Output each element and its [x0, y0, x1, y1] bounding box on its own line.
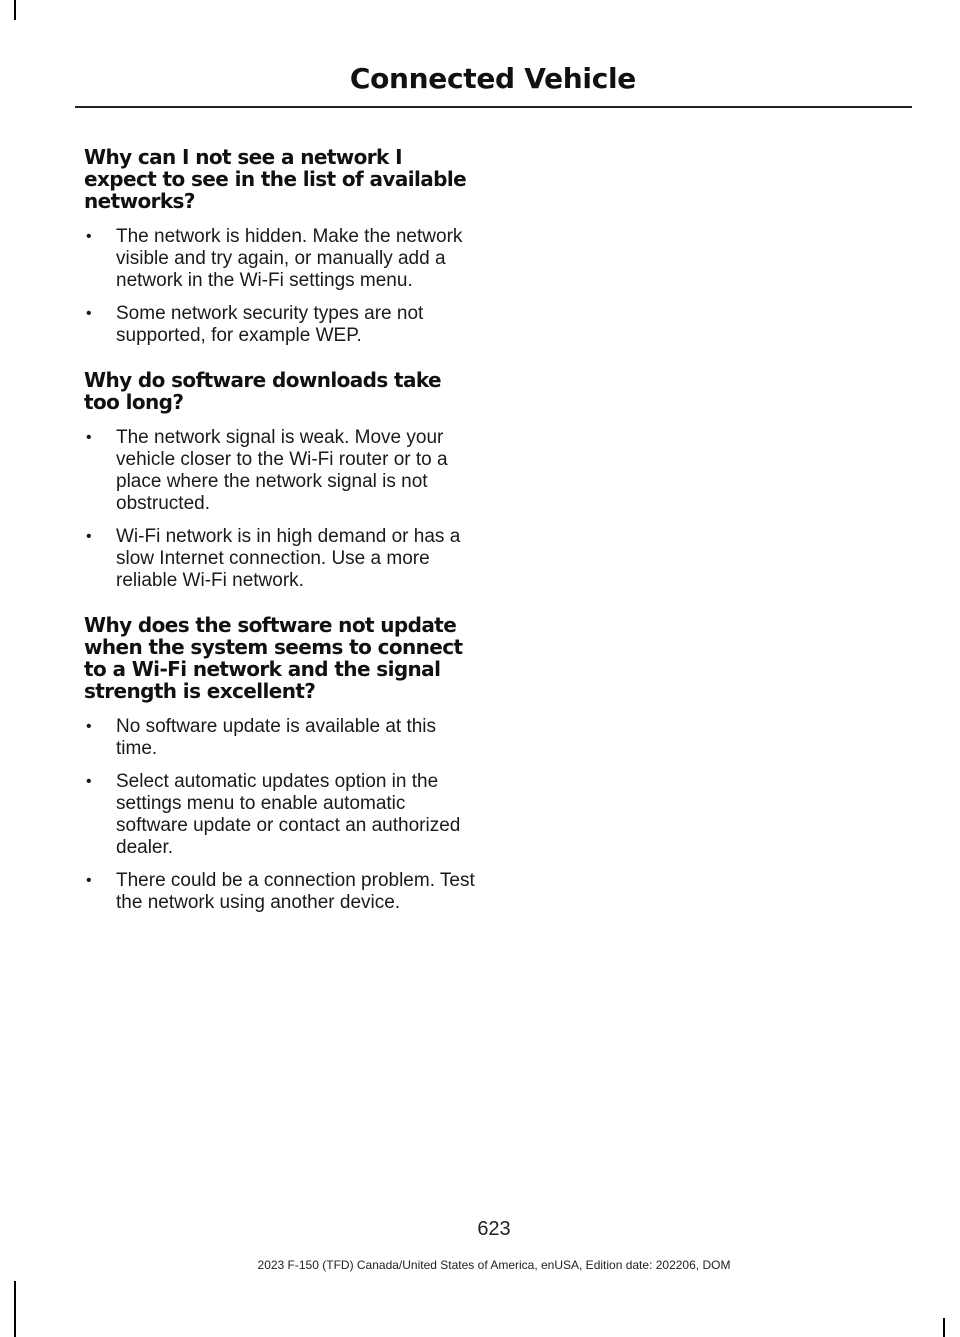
- faq-section-no-update: [84, 614, 476, 914]
- bullet-icon: •: [86, 773, 92, 790]
- edition-footer: 2023 F-150 (TFD) Canada/United States of America, enUSA, Edition date: 202206, DOM: [257, 1258, 731, 1272]
- bullet-list: [84, 716, 476, 914]
- page-title: Connected Vehicle: [349, 62, 636, 95]
- bullet-icon: •: [86, 872, 92, 889]
- section-heading: Why can I not see a network I expect to see in the list of available networks?: [84, 145, 467, 213]
- faq-section-hidden-networks: [84, 146, 476, 347]
- header-divider: [75, 106, 912, 108]
- list-item-text: The network signal is weak. Move your vehicle closer to the Wi-Fi router or to a place where the network signal is not obstructed.: [116, 427, 448, 514]
- list-item-text: The network is hidden. Make the network visible and try again, or manually add a network in the Wi-Fi settings menu.: [116, 226, 463, 291]
- list-item: [84, 303, 476, 347]
- list-item-text: No software update is available at this time.: [116, 716, 437, 759]
- list-item-text: There could be a connection problem. Test the network using another device.: [116, 870, 475, 913]
- list-item: [84, 526, 476, 592]
- bullet-icon: •: [86, 429, 92, 446]
- main-content: [84, 146, 476, 936]
- list-item: [84, 870, 476, 914]
- list-item: [84, 427, 476, 515]
- list-item-text: Wi-Fi network is in high demand or has a slow Internet connection. Use a more reliable Wi-Fi network.: [116, 526, 461, 591]
- faq-section-slow-downloads: [84, 369, 476, 592]
- bullet-icon: •: [86, 718, 92, 735]
- page-number: 623: [477, 1218, 511, 1240]
- bullet-icon: •: [86, 228, 92, 245]
- section-heading: Why do software downloads take too long?: [84, 368, 442, 414]
- list-item-text: Some network security types are not supported, for example WEP.: [116, 303, 424, 346]
- list-item: [84, 771, 476, 859]
- list-item: [84, 716, 476, 760]
- crop-mark-bottom-left: [14, 1281, 16, 1337]
- list-item: [84, 226, 476, 292]
- bullet-icon: •: [86, 528, 92, 545]
- section-heading: Why does the software not update when the system seems to connect to a Wi-Fi network and the signal strength is excellent?: [84, 613, 463, 703]
- bullet-list: [84, 427, 476, 592]
- list-item-text: Select automatic updates option in the settings menu to enable automatic software update or contact an authorized dealer.: [116, 771, 461, 858]
- crop-mark-top-left: [14, 0, 16, 20]
- crop-mark-bottom-right: [943, 1318, 945, 1337]
- bullet-icon: •: [86, 305, 92, 322]
- bullet-list: [84, 226, 476, 347]
